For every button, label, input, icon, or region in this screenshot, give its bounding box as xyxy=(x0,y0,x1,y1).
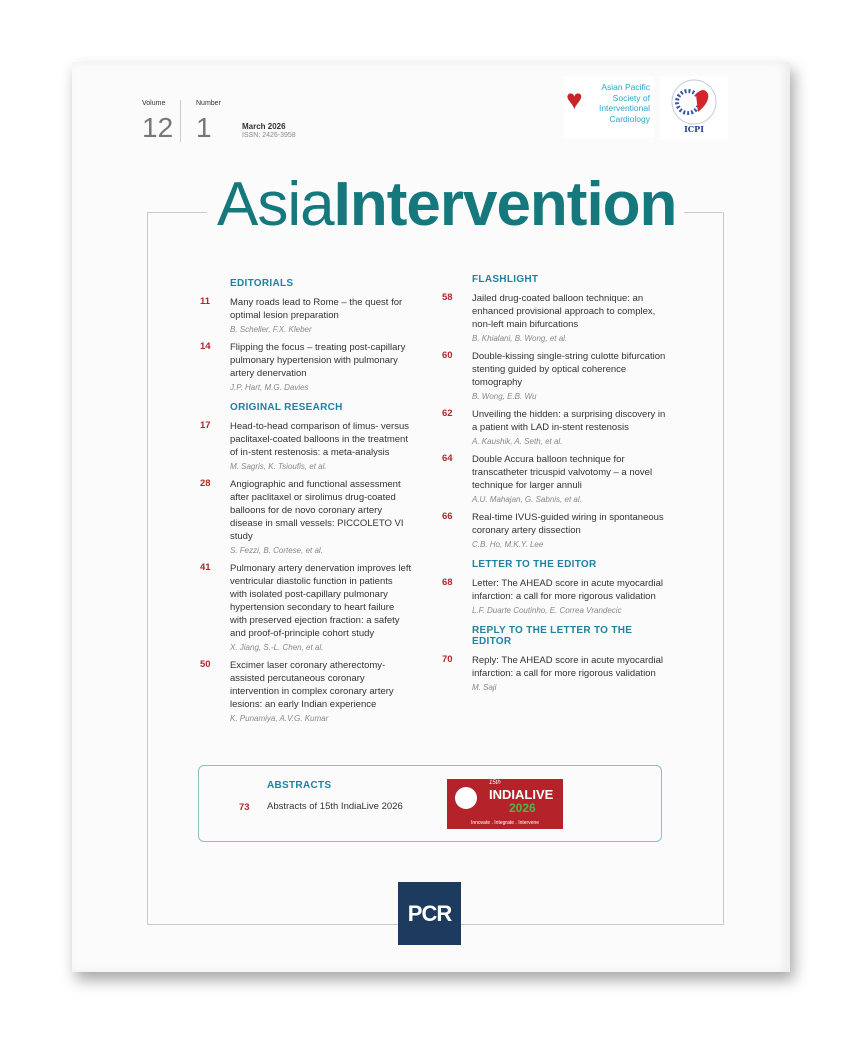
toc-entry[interactable] xyxy=(200,478,412,555)
article-authors: A. Kaushik, A. Seth, et al. xyxy=(472,437,563,446)
article-title[interactable]: Many roads lead to Rome – the quest for optimal lesion preparation xyxy=(230,297,403,321)
section-heading: EDITORIALS xyxy=(230,278,294,289)
article-title[interactable]: Real-time IVUS-guided wiring in spontaneous coronary artery dissection xyxy=(472,512,664,536)
article-title[interactable]: Double Accura balloon technique for transcatheter tricuspid valvotomy – a novel technique for larger annuli xyxy=(472,454,653,491)
page-number: 60 xyxy=(442,350,453,361)
indialive-edition: 15th xyxy=(489,780,501,786)
toc-entry[interactable] xyxy=(200,659,412,723)
page-number: 73 xyxy=(239,802,250,813)
article-authors: A.U. Mahajan, G. Sabnis, et al. xyxy=(472,495,582,504)
toc-entry[interactable] xyxy=(442,654,672,692)
page-number: 28 xyxy=(200,478,211,489)
section-heading: LETTER TO THE EDITOR xyxy=(472,559,597,570)
toc-entry[interactable] xyxy=(442,292,672,343)
page-number: 11 xyxy=(200,296,211,307)
article-authors: L.F. Duarte Coutinho, E. Correa Vrandecic xyxy=(472,606,622,615)
article-title[interactable]: Pulmonary artery denervation improves left ventricular diastolic function in patients with isolated post-capillary pulmonary hypertension secondary to heart failure with preserved ejection fraction: a safety and proof-of-principle cohort study xyxy=(230,563,412,639)
page-number: 66 xyxy=(442,511,453,522)
toc-entry[interactable] xyxy=(442,350,672,401)
article-title[interactable]: Unveiling the hidden: a surprising discovery in a patient with LAD in-stent restenosis xyxy=(472,409,666,433)
toc-right-column xyxy=(442,274,672,699)
apsic-logo-text: Asian Pacific Society of Interventional Cardiology xyxy=(598,82,650,124)
section-heading: ORIGINAL RESEARCH xyxy=(230,402,343,413)
title-light: Asia xyxy=(217,170,334,239)
page-number: 64 xyxy=(442,453,453,464)
article-title[interactable]: Double-kissing single-string culotte bifurcation stenting guided by optical coherence tomography xyxy=(472,351,666,388)
toc-entry[interactable] xyxy=(442,408,672,446)
article-authors: C.B. Ho, M.K.Y. Lee xyxy=(472,540,544,549)
abstracts-box xyxy=(198,765,662,842)
article-title[interactable]: Reply: The AHEAD score in acute myocardial infarction: a call for more rigorous validation xyxy=(472,655,663,679)
page-number: 58 xyxy=(442,292,453,303)
article-authors: K. Punamiya, A.V.G. Kumar xyxy=(230,714,329,723)
toc-left-column xyxy=(200,278,412,730)
article-title[interactable]: Abstracts of 15th IndiaLive 2026 xyxy=(267,801,403,812)
page-number: 50 xyxy=(200,659,211,670)
article-authors: X. Jiang, S.-L. Chen, et al. xyxy=(230,643,324,652)
icpi-logo xyxy=(660,76,728,140)
article-title[interactable]: Head-to-head comparison of limus- versus paclitaxel-coated balloons in the treatment of in-stent restenosis: a meta-analysis xyxy=(230,421,409,458)
section-heading: FLASHLIGHT xyxy=(472,274,539,285)
toc-entry[interactable] xyxy=(200,341,412,392)
page-number: 70 xyxy=(442,654,453,665)
pcr-logo: PCR xyxy=(398,882,461,945)
article-authors: B. Khialani, B. Wong, et al. xyxy=(472,334,568,343)
title-bold: Intervention xyxy=(333,170,677,239)
heart-icon: ♥ xyxy=(566,84,583,115)
article-title[interactable]: Flipping the focus – treating post-capillary pulmonary hypertension with pulmonary artery denervation xyxy=(230,342,406,379)
article-authors: J.P. Hart, M.G. Davies xyxy=(230,383,309,392)
indialive-logo xyxy=(447,779,563,829)
toc-entry[interactable] xyxy=(442,453,672,504)
toc-entry[interactable] xyxy=(442,577,672,615)
article-authors: S. Fezzi, B. Cortese, et al. xyxy=(230,546,323,555)
section-heading: REPLY TO THE LETTER TO THE EDITOR xyxy=(472,625,633,647)
volume-number: 12 xyxy=(142,112,174,143)
toc-entry[interactable] xyxy=(200,562,412,652)
issue-number: 1 xyxy=(196,112,212,143)
issue-date: March 2026 xyxy=(242,122,286,131)
article-title[interactable]: Letter: The AHEAD score in acute myocardial infarction: a call for more rigorous validation xyxy=(472,578,663,602)
indialive-tagline: Innovate . Integrate . Intervene xyxy=(470,820,540,826)
indialive-year: 2026 xyxy=(509,801,536,815)
toc-entry[interactable] xyxy=(442,511,672,549)
page-number: 14 xyxy=(200,341,211,352)
article-authors: B. Wong, E.B. Wu xyxy=(472,392,537,401)
article-authors: M. Sagris, K. Tsioufis, et al. xyxy=(230,462,327,471)
section-heading: ABSTRACTS xyxy=(267,780,332,791)
icpi-emblem-icon xyxy=(660,76,728,126)
page-number: 41 xyxy=(200,562,211,573)
divider xyxy=(180,100,181,142)
article-title[interactable]: Angiographic and functional assessment after paclitaxel or sirolimus drug-coated balloons for de novo coronary artery disease in small vessels: PICCOLETO VI study xyxy=(230,479,404,542)
volume-label: Volume xyxy=(142,100,166,107)
page-number: 68 xyxy=(442,577,453,588)
journal-cover xyxy=(72,62,790,972)
article-title[interactable]: Excimer laser coronary atherectomy-assisted percutaneous coronary intervention in complex coronary artery lesions: an early Indian experience xyxy=(230,660,394,710)
article-authors: M. Saji xyxy=(472,683,497,692)
number-label: Number xyxy=(196,100,221,107)
page-number: 17 xyxy=(200,420,211,431)
frame-line xyxy=(147,212,207,213)
apsic-logo xyxy=(564,76,654,138)
journal-title xyxy=(209,170,684,239)
article-authors: B. Scheller, F.X. Kleber xyxy=(230,325,312,334)
icpi-logo-text: ICPI xyxy=(684,124,704,134)
csi-emblem-icon xyxy=(455,787,477,809)
toc-entry[interactable] xyxy=(200,420,412,471)
indialive-name: INDIALIVE xyxy=(489,787,554,802)
toc-entry[interactable] xyxy=(200,296,412,334)
article-title[interactable]: Jailed drug-coated balloon technique: an enhanced provisional approach to complex, non-left main bifurcations xyxy=(472,293,656,330)
page-number: 62 xyxy=(442,408,453,419)
issn: ISSN: 2426-3958 xyxy=(242,132,296,139)
